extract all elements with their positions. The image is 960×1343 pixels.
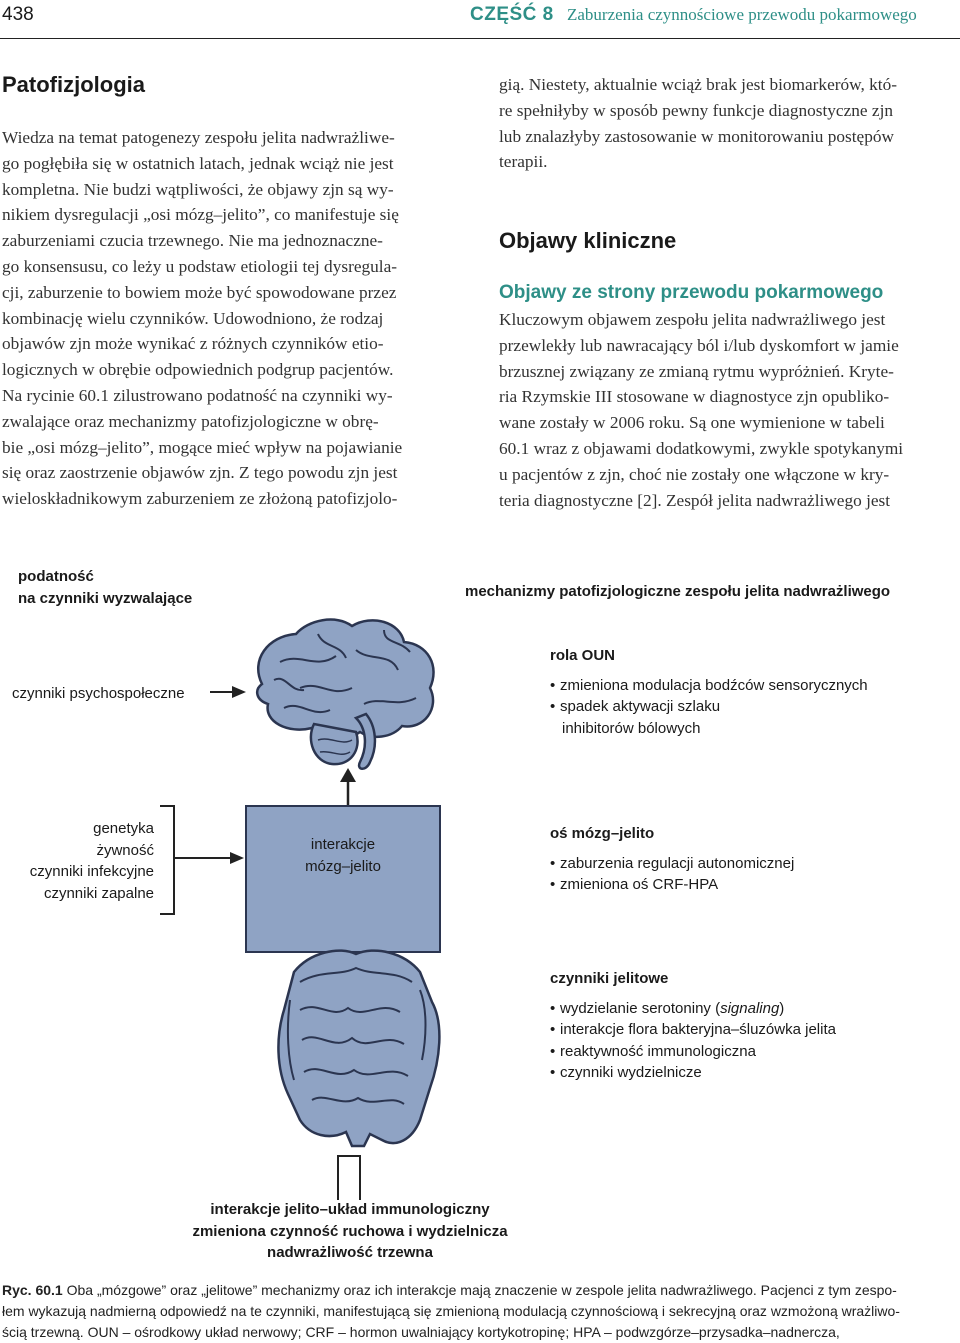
gut-item-text: ): [779, 999, 785, 1017]
text-line: teria diagnostyczne [2]. Zespół jelita nadwrażliwego jest: [499, 490, 891, 510]
cns-item: • zmieniona modulacja bodźców sensorycznych: [550, 675, 950, 697]
mechanisms-title: mechanizmy patofizjologiczne zespołu jelita nadwrażliwego: [465, 583, 891, 600]
cns-item: • spadek aktywacji szlaku: [550, 696, 950, 718]
text-line: wieloskładnikowym zaburzeniem ze złożoną patofizjolo-: [2, 489, 398, 509]
text-line: przewlekły lub nawracający ból i/lub dyskomfort w jamie: [499, 335, 899, 355]
axis-item: • zaburzenia regulacji autonomicznej: [550, 853, 950, 875]
chapter-title: Zaburzenia czynnościowe przewodu pokarmowego: [567, 5, 917, 24]
cns-block: [550, 645, 950, 739]
text-line: gią. Niestety, aktualnie wciąż brak jest biomarkerów, któ-: [499, 75, 897, 94]
section-heading-pathophysiology: Patofizjologia: [2, 72, 145, 97]
caption-label: Ryc. 60.1: [2, 1282, 63, 1298]
text-line: terapii.: [499, 152, 548, 172]
cns-title: rola OUN: [550, 647, 616, 664]
interaction-box: [246, 806, 440, 952]
brain-illustration: [257, 620, 433, 769]
text-line: ria Rzymskie III stosowane w diagnostyce zjn opubliko-: [499, 387, 890, 407]
outcome-line: nadwrażliwość trzewna: [267, 1244, 433, 1261]
gut-block: [550, 968, 950, 1084]
caption-text: ścią trzewną. OUN – ośrodkowy układ nerwowy; CRF – hormon uwalniający kortykotropinę; HPA – podwzgórze–przysadka–nadnercza,: [2, 1324, 840, 1340]
page-number: 438: [2, 4, 34, 25]
text-line: Kluczowym objawem zespołu jelita nadwrażliwego jest: [499, 310, 886, 329]
gut-item-text: wydzielanie serotoniny (: [560, 999, 721, 1017]
right-continuation-text: [499, 72, 959, 175]
gut-item: • reaktywność immunologiczna: [550, 1041, 950, 1063]
factors-list: [0, 818, 154, 904]
factors-bracket: [160, 806, 244, 914]
text-line: brzusznej związany ze zmianą rytmu wypróżnień. Kryte-: [499, 361, 894, 381]
psychosocial-label: czynniki psychospołeczne: [12, 685, 185, 702]
gut-item: • interakcje flora bakteryjna–śluzówka jelita: [550, 1019, 950, 1041]
text-line: go konsensusu, co leży u podstaw etiologii tej dysregula-: [2, 256, 397, 276]
header-rule: [0, 38, 960, 39]
outcome-arrow: [312, 1156, 386, 1200]
caption-text: łem wykazują nadmierną odpowiedź na te czynniki, manifestującą się zmienioną modulacją czynnościową i sekrecyjną oraz wzmożoną wrażliwo-: [2, 1303, 900, 1319]
section-heading-clinical: Objawy kliniczne: [499, 228, 677, 253]
interaction-label-line: interakcje: [310, 836, 376, 853]
susceptibility-title-line: na czynniki wyzwalające: [18, 589, 193, 607]
factor-item: czynniki zapalne: [43, 884, 154, 902]
text-line: nikiem dysregulacji „osi mózg–jelito”, co manifestuje się: [2, 205, 399, 225]
right-body-text: [499, 307, 959, 513]
psychosocial-arrow: [210, 686, 246, 698]
interaction-label-line: mózg–jelito: [305, 857, 381, 875]
susceptibility-title-line: podatność: [18, 568, 94, 585]
text-line: zaburzeniami czucia trzewnego. Nie ma jednoznaczne-: [2, 231, 383, 251]
gut-item-italic: signaling: [720, 999, 780, 1017]
gut-title: czynniki jelitowe: [550, 970, 669, 987]
text-line: bie „osi mózg–jelito”, mogące mieć wpływ na pojawianie: [2, 437, 403, 457]
text-line: Wiedza na temat patogenezy zespołu jelita nadwrażliwe-: [2, 128, 395, 147]
text-line: u pacjentów z zjn, choć nie zostały one włączone w kry-: [499, 464, 890, 484]
text-line: kombinację wielu czynników. Udowodniono, że rodzaj: [2, 308, 384, 328]
axis-item: • zmieniona oś CRF-HPA: [550, 874, 950, 896]
outcomes-block: [150, 1199, 550, 1264]
subheading-gi-symptoms: Objawy ze strony przewodu pokarmowego: [499, 282, 884, 303]
cns-item-continued: inhibitorów bólowych: [562, 719, 701, 737]
text-line: wane zostały w 2006 roku. Są one wymienione w tabeli: [499, 413, 885, 433]
factor-item: czynniki infekcyjne: [29, 863, 154, 880]
axis-title: oś mózg–jelito: [550, 825, 655, 842]
text-line: lub znalazłyby zastosowanie w monitorowaniu postępów: [499, 126, 894, 146]
outcome-line: interakcje jelito–układ immunologiczny: [210, 1201, 490, 1218]
text-line: go pogłębiła się w ostatnich latach, jednak wciąż nie jest: [2, 153, 394, 173]
text-line: re spełniłyby w sposób pewny funkcje diagnostyczne zjn: [499, 100, 894, 120]
interaction-box-label: [246, 834, 440, 877]
text-line: się oraz zaostrzenie objawów zjn. Z tego powodu zjn jest: [2, 463, 398, 483]
gut-item: [550, 998, 950, 1020]
text-line: logicznych w obrębie odpowiednich podgrup pacjentów.: [2, 360, 394, 380]
factor-item: genetyka: [93, 820, 154, 837]
factor-item: żywność: [96, 841, 154, 859]
outcome-line: zmieniona czynność ruchowa i wydzielnicza: [192, 1222, 508, 1240]
text-line: 60.1 wraz z objawami dodatkowymi, zwykle spotykanymi: [499, 438, 904, 458]
intestines-illustration: [278, 951, 439, 1146]
text-line: kompletna. Nie budzi wątpliwości, że objawy zjn są wy-: [2, 179, 394, 199]
figure-caption: [2, 1280, 958, 1343]
text-line: zwalające oraz mechanizmy patofizjologiczne w obrę-: [2, 411, 379, 431]
left-body-text: [2, 125, 461, 512]
text-line: objawów zjn może wynikać z różnych czynników etio-: [2, 334, 384, 354]
text-line: cji, zaburzenie to bowiem może być spowodowane przez: [2, 282, 397, 302]
gut-item: • czynniki wydzielnicze: [550, 1062, 950, 1084]
part-label: CZĘŚĆ 8: [470, 4, 554, 25]
axis-block: [550, 823, 950, 896]
text-line: Na rycinie 60.1 zilustrowano podatność na czynniki wy-: [2, 385, 393, 405]
caption-text: Oba „mózgowe” oraz „jelitowe” mechanizmy oraz ich interakcje mają znaczenie w zespole jelita nadwrażliwego. Pacjenci z tym zespo-: [66, 1282, 897, 1298]
